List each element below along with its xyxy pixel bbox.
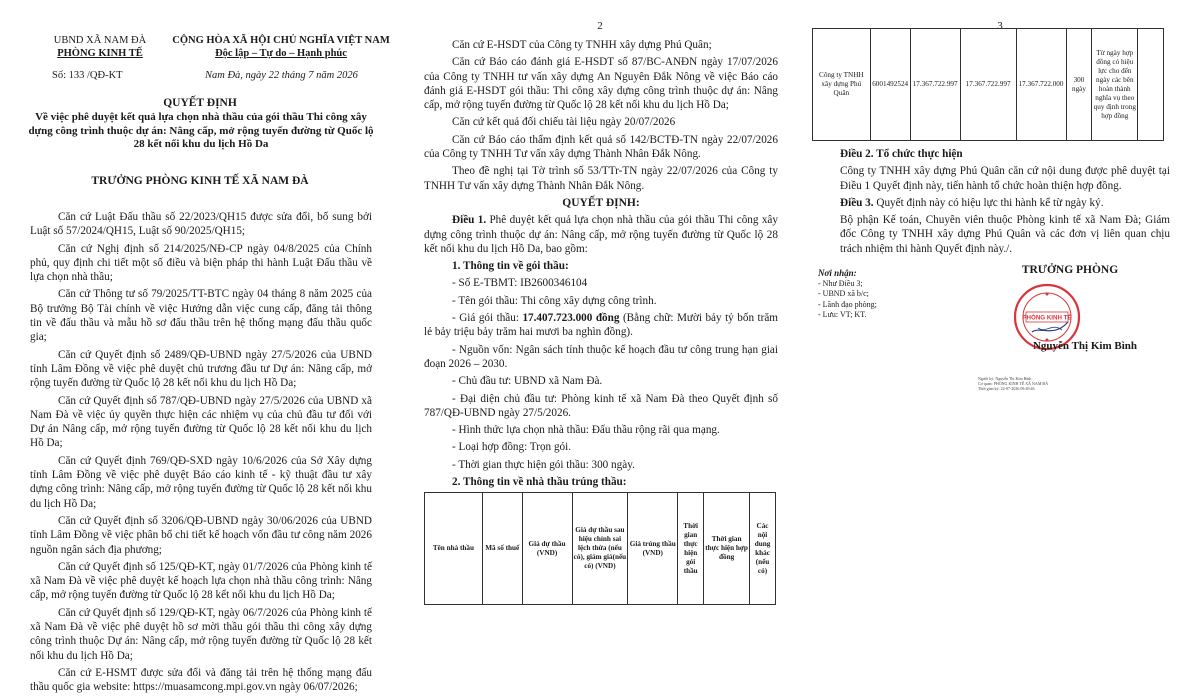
article-1-label: Điều 1.	[452, 214, 487, 227]
column-header: Các nội dung khác (nếu có)	[750, 493, 776, 605]
national-motto: Độc lập – Tự do – Hạnh phúc	[215, 48, 347, 59]
table-row	[813, 29, 1164, 141]
article-2-text: Công ty TNHH xây dựng Phú Quân căn cứ nội dung được phê duyệt tại Điều 1 Quyết định này, tiến hành tổ chức hoàn thiện hợp đồng.	[840, 165, 1170, 192]
closing-paragraph: Bộ phận Kế toán, Chuyên viên thuộc Phòng kinh tế xã Nam Đà; Giám đốc Công ty TNHH xây dựng Phú Quân và các đơn vị liên quan chịu trách nhiệm thi hành Quyết định này./.	[840, 214, 1170, 255]
article-3-text: Quyết định này có hiệu lực thi hành kể từ ngày ký.	[873, 196, 1104, 209]
other-content-cell	[1138, 29, 1164, 141]
recipient-item: - Như Điều 3;	[818, 278, 863, 288]
column-header: Tên nhà thầu	[425, 493, 483, 605]
legal-bases	[30, 210, 372, 698]
funding-source: - Nguồn vốn: Ngân sách tỉnh thuộc kế hoạch đầu tư công trung hạn giai đoạn 2026 – 2030.	[424, 343, 778, 370]
recipient-item: - Lãnh đạo phòng;	[818, 299, 877, 309]
decision-subject: Về việc phê duyệt kết quả lựa chọn nhà thầu của gói thầu Thi công xây dựng công trình thuộc dự án: Nâng cấp, mở rộng tuyến đường từ Quốc lộ 28 kết nối khu du lịch Hồ Da	[28, 111, 374, 150]
esig-agency: Cơ quan: PHÒNG KINH TẾ XÃ NAM ĐÀ	[978, 381, 1049, 386]
article-1-text: Phê duyệt kết quả lựa chọn nhà thầu của gói thầu Thi công xây dựng công trình thuộc dự án: Nâng cấp, mở rộng tuyến đường từ Quốc lộ 28 kết nối khu du lịch Hồ Da, bao gồm:	[424, 214, 778, 255]
investor: - Chủ đầu tư: UBND xã Nam Đà.	[452, 375, 603, 388]
column-header: Giá trúng thầu (VND)	[628, 493, 678, 605]
contractor-name: Công ty TNHH xây dựng Phú Quân	[813, 29, 871, 141]
package-duration: - Thời gian thực hiện gói thầu: 300 ngày.	[452, 458, 635, 471]
electronic-signature-info	[978, 376, 1178, 391]
legal-basis: Căn cứ Luật Đấu thầu số 22/2023/QH15 được sửa đổi, bổ sung bởi Luật số 57/2024/QH15, Luật số 90/2025/QH15;	[30, 211, 372, 238]
tbmt-number: - Số E-TBMT: IB2600346104	[452, 277, 588, 290]
esig-signer: Người ký: Nguyễn Thị Kim Bình	[978, 376, 1032, 381]
contract-duration-cell: Từ ngày hợp đồng có hiệu lực cho đến ngày các bên hoàn thành nghĩa vụ theo quy định trong hợp đồng	[1092, 29, 1138, 141]
issuing-agency	[30, 34, 170, 60]
svg-text:PHÒNG KINH TẾ: PHÒNG KINH TẾ	[1022, 314, 1072, 322]
contractor-table-row	[812, 28, 1164, 141]
legal-basis: Căn cứ Quyết định số 3206/QĐ-UBND ngày 30/06/2026 của UBND tỉnh Lâm Đồng về việc phân bổ chi tiết kế hoạch vốn đầu tư công năm 2026 nguồn ngân sách địa phương;	[30, 514, 372, 556]
article-3	[840, 196, 1170, 210]
signer-name: Nguyễn Thị Kim Bình	[1032, 340, 1138, 352]
place-date: Nam Đà, ngày 22 tháng 7 năm 2026	[205, 70, 358, 81]
legal-basis: Căn cứ Báo cáo thẩm định kết quả số 142/BCTĐ-TN ngày 22/07/2026 của Công ty TNHH Tư vấn xây dựng Thành Nhân Đắk Nông.	[424, 133, 778, 161]
country-name: CỘNG HÒA XÃ HỘI CHỦ NGHĨA VIỆT NAM	[172, 35, 390, 46]
legal-basis: Căn cứ Thông tư số 79/2025/TT-BTC ngày 04 tháng 8 năm 2025 của Bộ trưởng Bộ Tài chính về việc Hướng dẫn việc cung cấp, đăng tải thông tin về đấu thầu và mẫu hồ sơ đấu thầu trên hệ thống mạng đấu thầu quốc gia;	[30, 288, 372, 344]
signer-title: TRƯỞNG PHÒNG	[1021, 264, 1119, 276]
page-number: 3	[997, 20, 1003, 32]
legal-basis: Căn cứ E-HSMT được sửa đổi và đăng tải trên hệ thống mạng đấu thầu quốc gia website: https://muasamcong.mpi.gov.vn ngày 06/07/2026;	[30, 666, 372, 694]
price-prefix: - Giá gói thầu:	[452, 312, 523, 325]
column-header: Giá dự thầu sau hiệu chỉnh sai lệch thừa (nếu có), giảm giá(nếu có) (VND)	[572, 493, 628, 605]
agency-parent: UBND XÃ NAM ĐÀ	[53, 35, 147, 46]
contractor-table-header	[424, 492, 776, 605]
package-name: - Tên gói thầu: Thi công xây dựng công trình.	[452, 294, 657, 307]
section-winning-contractor: 2. Thông tin về nhà thầu trúng thầu:	[452, 476, 627, 489]
page-number: 2	[597, 20, 603, 32]
winning-price: 17.367.722.000	[1016, 29, 1066, 141]
adjusted-bid-price: 17.367.722.997	[960, 29, 1016, 141]
legal-basis: Căn cứ Quyết định số 2489/QĐ-UBND ngày 27/5/2026 của UBND tỉnh Lâm Đồng về việc phê duyệt chủ trương đầu tư Dự án: Nâng cấp, mở rộng tuyến đường từ Quốc lộ 28 kết nối khu du lịch Hồ Da;	[30, 348, 372, 390]
article-2-title: Điều 2. Tổ chức thực hiện	[840, 148, 963, 160]
tax-code: 6001492524	[870, 29, 910, 141]
legal-basis: Căn cứ Quyết định 769/QĐ-SXD ngày 10/6/2026 của Sở Xây dựng tỉnh Lâm Đồng về việc phê duyệt Báo cáo kinh tế - kỹ thuật đầu tư xây dựng công trình: Nâng cấp, mở rộng tuyến đường từ Quốc lộ 28 kết nối khu du lịch Hồ Da;	[30, 454, 372, 510]
document-number: Số: 133 /QĐ-KT	[52, 70, 123, 81]
legal-basis: Căn cứ Quyết định số 129/QĐ-KT, ngày 06/7/2026 của Phòng kinh tế xã Nam Đà về việc phê duyệt hồ sơ mời thầu gói thầu thi công xây dựng công trình thuộc Dự án: Nâng cấp, mở rộng tuyến đường từ Quốc lộ 28 kết nối khu du lịch Hồ Da;	[30, 606, 372, 662]
recipient-item: - UBND xã b/c;	[818, 289, 869, 298]
package-price	[424, 311, 778, 340]
decision-title: QUYẾT ĐỊNH	[163, 97, 237, 109]
recipients-block	[818, 268, 968, 321]
column-header: Thời gian thực hiện hợp đồng	[704, 493, 750, 605]
recipients-title: Nơi nhận:	[818, 268, 857, 278]
national-heading	[168, 34, 394, 60]
legal-basis: Căn cứ Quyết định số 787/QĐ-UBND ngày 27/5/2026 của UBND xã Nam Đà về việc ủy quyền thực hiện các nhiệm vụ của chủ đầu tư đối với Dự án Nâng cấp, mở rộng tuyến đường từ Quốc lộ 28 kết nối khu du lịch Hồ Da;	[30, 394, 372, 450]
page-3-body	[840, 147, 1170, 259]
legal-basis: Căn cứ E-HSDT của Công ty TNHH xây dựng Phú Quân;	[452, 39, 712, 51]
legal-basis: Căn cứ kết quả đối chiếu tài liệu ngày 20/07/2026	[452, 116, 676, 129]
legal-basis: Căn cứ Quyết định số 125/QĐ-KT, ngày 01/7/2026 của Phòng kinh tế xã Nam Đà về việc phê duyệt kế hoạch lựa chọn nhà thầu công trình: Nâng cấp, mở rộng tuyến đường từ Quốc lộ 28 kết nối khu du lịch Hồ Da;	[30, 560, 372, 602]
decides-heading: QUYẾT ĐỊNH:	[562, 196, 640, 209]
agency-name: PHÒNG KINH TẾ	[57, 48, 143, 59]
bid-price: 17.367.722.997	[910, 29, 960, 141]
article-1	[424, 213, 778, 256]
investor-representative: - Đại diện chủ đầu tư: Phòng kinh tế xã Nam Đà theo Quyết định số 787/QĐ-UBND ngày 27/5/2026.	[424, 392, 778, 419]
legal-basis: Theo đề nghị tại Tờ trình số 53/TTr-TN ngày 22/07/2026 của Công ty TNHH Tư vấn xây dựng Thành Nhân Đắk Nông.	[424, 165, 778, 192]
document-page-2	[400, 0, 800, 620]
package-duration-cell: 300 ngày	[1066, 29, 1092, 141]
section-package-info: 1. Thông tin về gói thầu:	[452, 260, 569, 273]
page-2-body	[424, 38, 778, 605]
article-3-label: Điều 3.	[840, 196, 874, 209]
legal-basis: Căn cứ Nghị định số 214/2025/NĐ-CP ngày 04/8/2025 của Chính phủ, quy định chi tiết một số điều và biện pháp thi hành Luật Đấu thầu về lựa chọn nhà thầu;	[30, 242, 372, 284]
price-value: 17.407.723.000 đồng	[522, 312, 620, 325]
document-page-1	[0, 0, 400, 694]
column-header: Mã số thuế	[482, 493, 522, 605]
contract-type: - Loại hợp đồng: Trọn gói.	[452, 441, 572, 454]
esig-time: Thời gian ký: 22-07-2026 09:49:46	[978, 386, 1035, 391]
recipient-item: - Lưu: VT; KT.	[818, 310, 867, 319]
column-header: Giá dự thầu (VND)	[522, 493, 572, 605]
column-header: Thời gian thực hiện gói thầu	[678, 493, 704, 605]
legal-basis: Căn cứ Báo cáo đánh giá E-HSDT số 87/BC-ANĐN ngày 17/07/2026 của Công ty TNHH tư vấn xây dựng An Nguyên Đắk Nông về việc Báo cáo đánh giá E-HSDT gói thầu: Thi công xây dựng công trình thuộc dự án: Nâng cấp, mở rộng tuyến đường từ Quốc lộ 28 kết nối khu du lịch Hồ Da;	[424, 56, 778, 112]
price-in-words: (Bằng chữ: Mười bảy tỷ bốn trăm lẻ bảy triệu bảy trăm hai mươi ba nghìn đồng).	[424, 312, 779, 339]
issuing-authority: TRƯỞNG PHÒNG KINH TẾ XÃ NAM ĐÀ	[91, 175, 309, 187]
selection-method: - Hình thức lựa chọn nhà thầu: Đấu thầu rộng rãi qua mạng.	[452, 424, 720, 437]
